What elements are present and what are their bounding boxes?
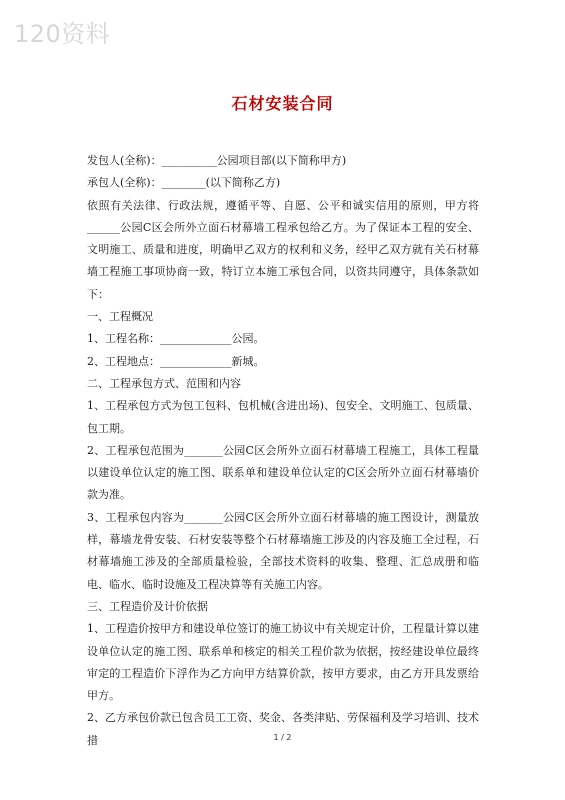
paragraph-preamble: 依照有关法律、行政法规，遵循平等、自愿、公平和诚实信用的原则，甲方将______公园C区会所外立面石材幕墙工程承包给乙方。为了保证本工程的安全、文明施工、质量和进度，明确甲乙双方的权利和义务，经甲乙双方就有关石材幕墙工程施工事项协商一致，特订立本施工承包合同，以资共同遵守，具体条款如下： bbox=[87, 198, 479, 301]
section-heading-scope: 二、工程承包方式、范围和内容 bbox=[87, 376, 241, 390]
paragraph-contractor: 承包人(全称)：________(以下简称乙方) bbox=[87, 176, 281, 190]
section-heading-overview: 一、工程概况 bbox=[87, 310, 153, 324]
paragraph-contract-content: 3、工程承包内容为_______公园C区会所外立面石材幕墙的施工图设计，测量放样，幕墙龙骨安装、石材安装等整个石材幕墙施工涉及的内容及施工全过程，石材幕墙施工涉及的全部质量检验，全部技术资料的收集、整理、汇总成册和临电、临水、临时设施及工程决算等有关施工内容。 bbox=[87, 510, 479, 591]
paragraph-project-name: 1、工程名称：_____________公园。 bbox=[87, 332, 265, 346]
document-body bbox=[87, 150, 479, 752]
section-heading-pricing: 三、工程造价及计价依据 bbox=[87, 599, 208, 613]
paragraph-contract-method: 1、工程承包方式为包工包料、包机械(含进出场)、包安全、文明施工、包质量、包工期。 bbox=[87, 399, 479, 435]
paragraph-price-inclusions: 2、乙方承包价款已包含员工工资、奖金、各类津贴、劳保福利及学习培训、技术措 bbox=[87, 711, 479, 747]
page-number: 1 / 2 bbox=[273, 733, 292, 742]
paragraph-contract-scope: 2、工程承包范围为_______公园C区会所外立面石材幕墙工程施工，具体工程量以建设单位认定的施工图、联系单和建设单位认定的C区会所外立面石材幕墙价款为准。 bbox=[87, 443, 479, 502]
paragraph-pricing-basis: 1、工程造价按甲方和建设单位签订的施工协议中有关规定计价，工程量计算以建设单位认定的施工图、联系单和核定的相关工程价款为依据，按经建设单位最终审定的工程造价下浮作为乙方向甲方结算价款，按甲方要求，由乙方开具发票给甲方。 bbox=[87, 622, 479, 703]
document-title: 石材安装合同 bbox=[231, 94, 334, 113]
watermark-logo: 120资料 bbox=[14, 20, 111, 48]
paragraph-employer: 发包人(全称)：__________公园项目部(以下简称甲方) bbox=[87, 154, 347, 167]
paragraph-project-location: 2、工程地点：_____________新城。 bbox=[87, 354, 265, 368]
